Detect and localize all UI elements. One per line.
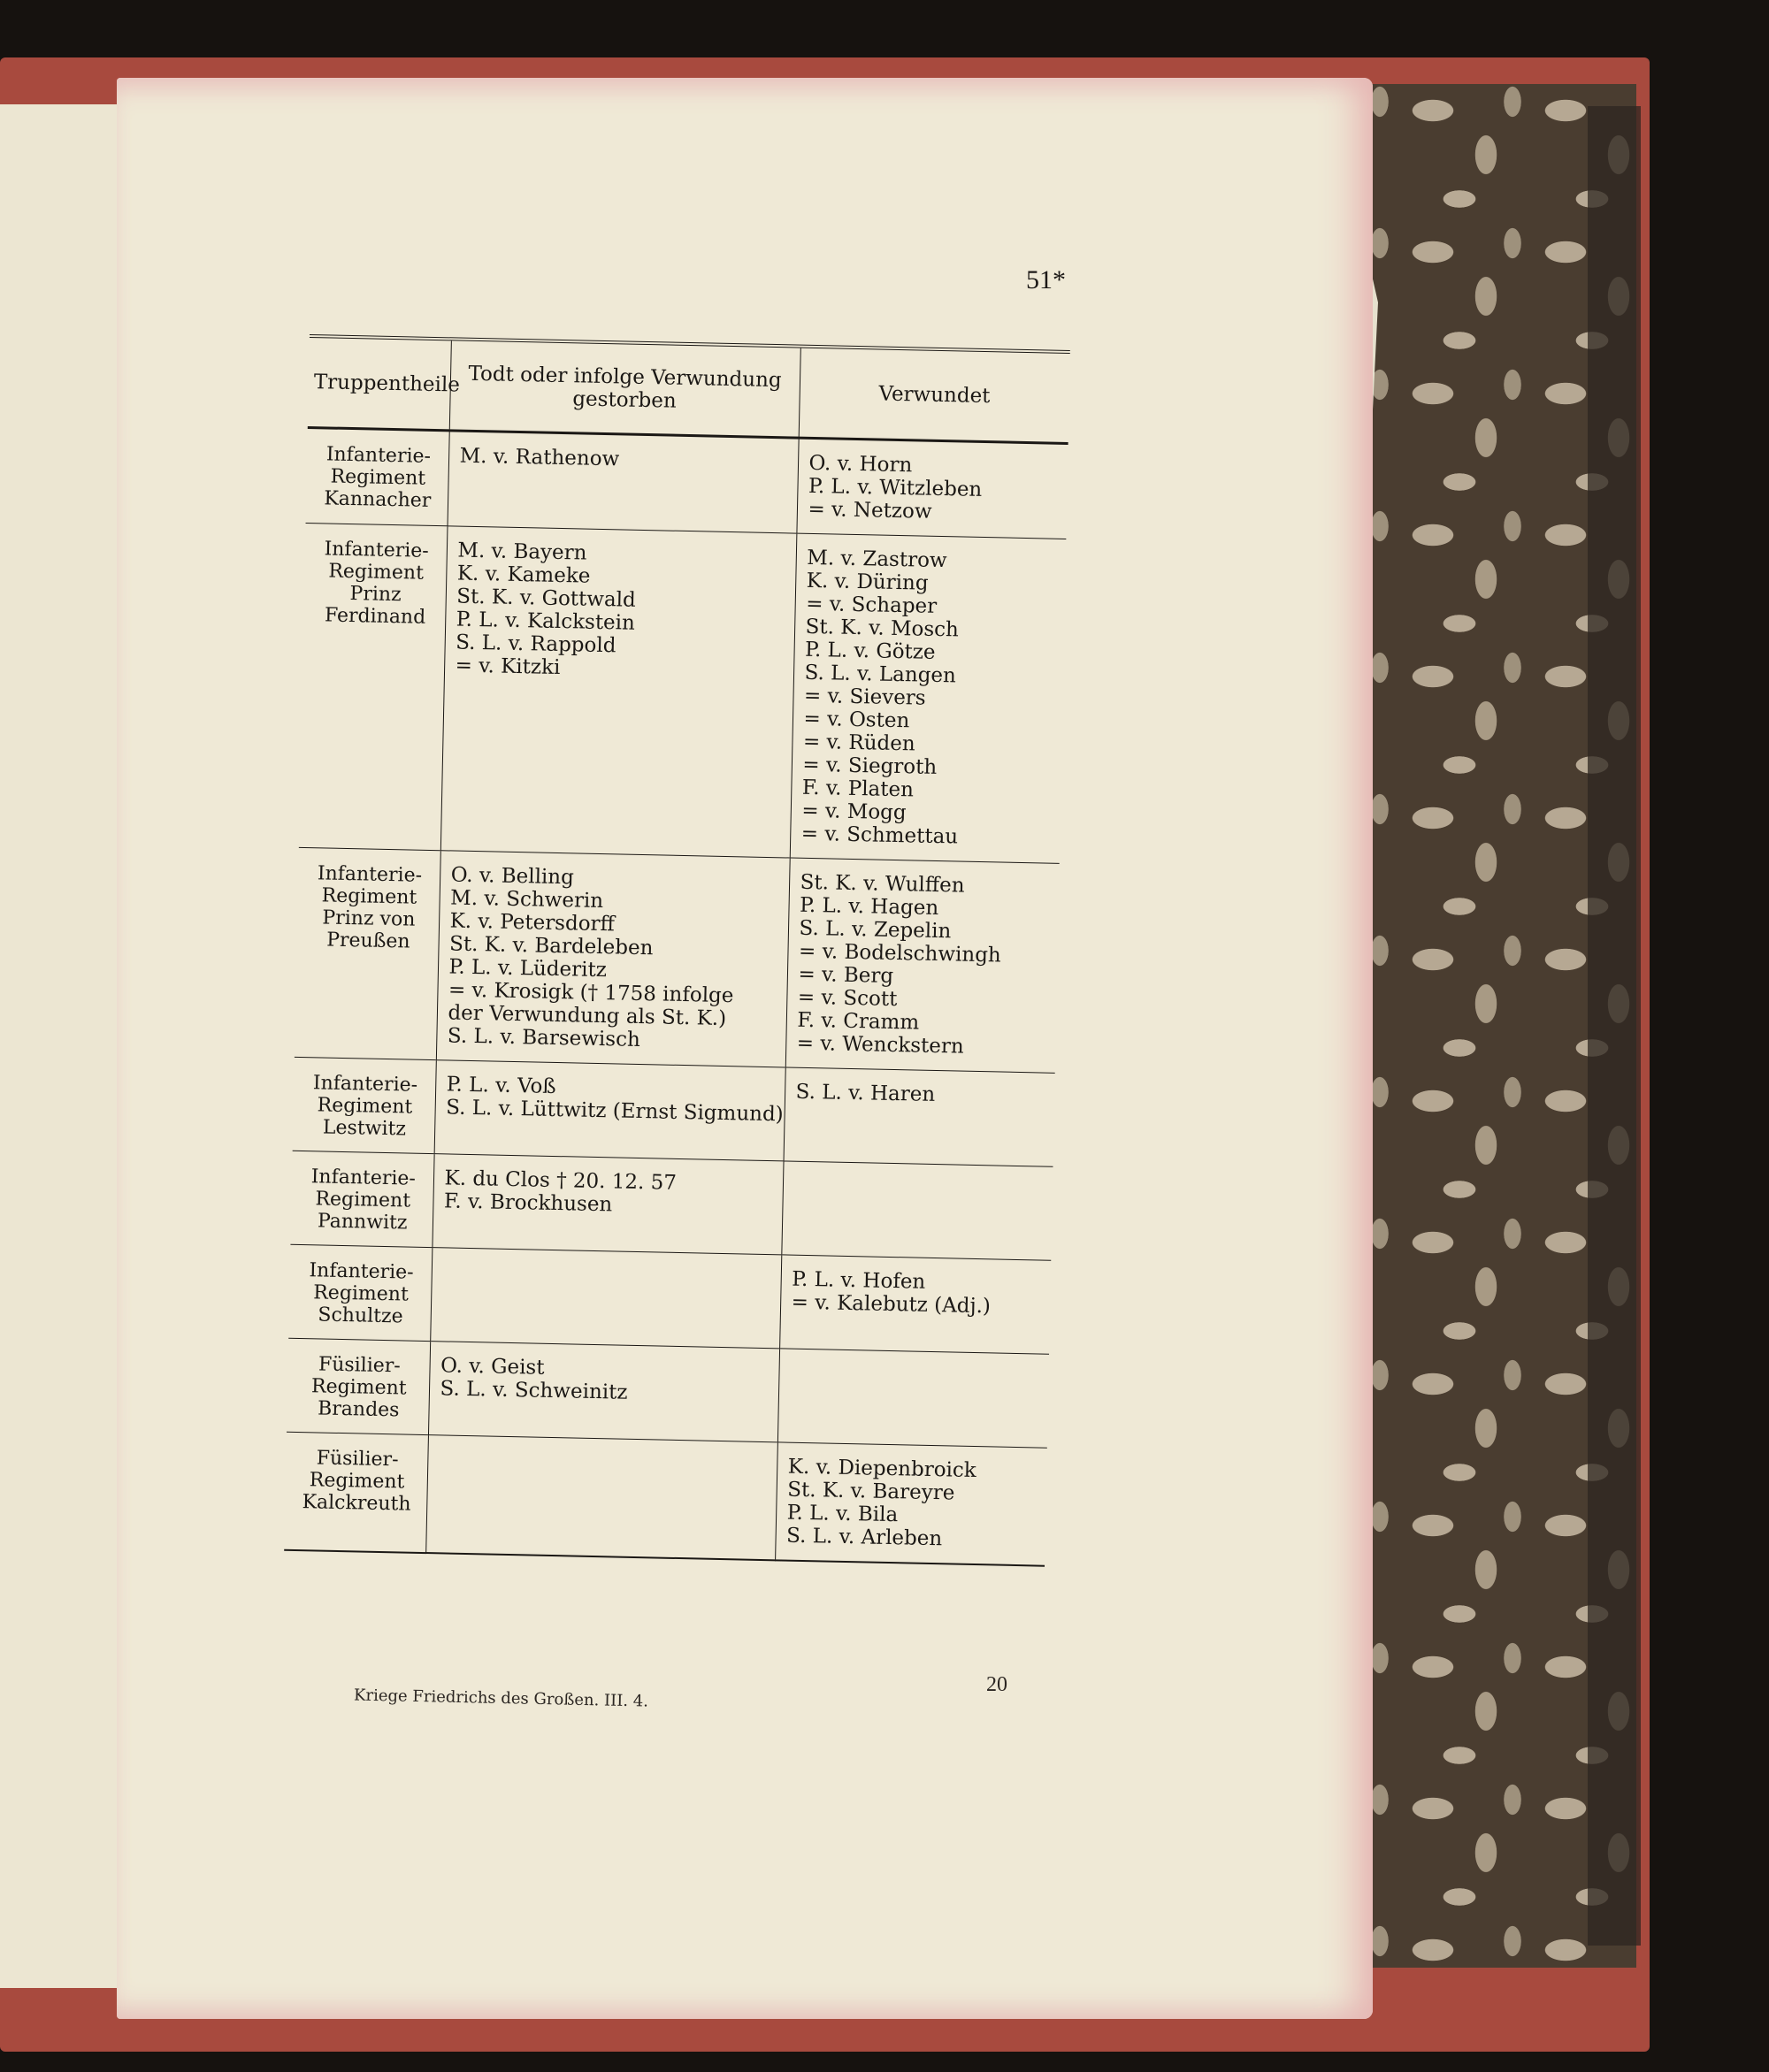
officer-entry: = v. Berg (798, 962, 894, 988)
officer-entry: S. L. v. Rappold (455, 631, 616, 658)
unit-name-line: Prinz von (322, 906, 416, 931)
dead-cell (430, 1248, 781, 1349)
officer-entry: = v. Siegroth (802, 753, 938, 779)
officer-entry: = v. Krosigk († 1758 infolge (448, 978, 734, 1008)
officer-entry: P. L. v. Lüderitz (448, 955, 608, 982)
table-row (288, 1244, 1051, 1354)
unit-name-line: Regiment (310, 1375, 407, 1400)
header-wounded: Verwundet (799, 348, 1070, 444)
unit-name-line: Infanterie- (310, 1166, 417, 1190)
officer-entry: P. L. v. Götze (804, 638, 936, 664)
unit-name-line: Infanterie- (312, 1072, 418, 1097)
dead-cell (447, 431, 798, 533)
unit-name-line: Regiment (315, 1188, 411, 1212)
table-row (290, 1151, 1053, 1260)
officer-entry: = v. Schmettau (800, 822, 959, 849)
unit-cell (284, 1432, 428, 1553)
officer-entry: K. v. Kameke (456, 562, 591, 588)
officer-entry: St. K. v. Mosch (805, 615, 960, 642)
dead-cell (436, 851, 790, 1067)
officer-entry: F. v. Brockhusen (443, 1189, 613, 1217)
officer-entry: = v. Sievers (803, 684, 926, 710)
casualty-table (284, 334, 1070, 1567)
officer-entry: = v. Wenckstern (796, 1031, 965, 1059)
officer-entry: St. K. v. Bareyre (786, 1478, 955, 1505)
officer-entry: O. v. Horn (808, 451, 913, 478)
unit-name-line: Regiment (330, 465, 426, 490)
unit-cell (299, 523, 448, 850)
officer-entry: M. v. Schwerin (449, 886, 604, 914)
officer-entry: P. L. v. Bila (786, 1501, 899, 1527)
officer-entry: P. L. v. Witzleben (808, 474, 983, 501)
unit-name-line: Regiment (321, 884, 417, 909)
officer-entry: = v. Mogg (801, 799, 907, 825)
officer-entry: St. K. v. Bardeleben (448, 932, 654, 960)
unit-name-line: Brandes (317, 1397, 400, 1422)
officer-entry: S. L. v. Haren (795, 1080, 936, 1106)
officer-entry: S. L. v. Barsewisch (447, 1024, 641, 1051)
unit-name-line: Regiment (309, 1469, 405, 1494)
officer-entry: St. K. v. Wulffen (800, 870, 965, 898)
unit-name-line: Pannwitz (317, 1210, 408, 1235)
officer-entry: = v. Bodelschwingh (798, 939, 1002, 967)
officer-entry: P. L. v. Voß (446, 1073, 556, 1099)
casualty-table-grid (284, 338, 1070, 1567)
officer-entry: S. L. v. Schweinitz (440, 1377, 628, 1404)
unit-name-line: Lestwitz (322, 1116, 407, 1141)
officer-entry: = v. Scott (797, 985, 898, 1012)
unit-name-line: Prinz (349, 583, 402, 607)
dead-cell (432, 1154, 783, 1255)
unit-name-line: Regiment (312, 1281, 410, 1306)
officer-entry: K. du Clos † 20. 12. 57 (444, 1166, 678, 1195)
page-number: 51* (1026, 265, 1066, 294)
officer-entry: S. L. v. Langen (804, 661, 957, 688)
unit-name-line: Infanterie- (325, 443, 432, 468)
table-row (306, 427, 1068, 539)
table-header-row (308, 338, 1070, 443)
officer-entry: = v. Kalebutz (Adj.) (791, 1290, 992, 1319)
unit-name-line: Regiment (328, 560, 425, 585)
officer-entry: S. L. v. Lüttwitz (Ernst Sigmund) (445, 1096, 784, 1127)
officer-entry: = v. Netzow (808, 497, 932, 524)
officer-entry: S. L. v. Arleben (785, 1524, 943, 1551)
wounded-cell (781, 1161, 1053, 1260)
unit-name-line: Infanterie- (324, 538, 429, 562)
officer-entry: F. v. Platen (801, 776, 915, 802)
table-row (295, 847, 1060, 1073)
table-row (287, 1338, 1049, 1448)
officer-entry: M. v. Zastrow (807, 546, 947, 573)
unit-name-line: Füsilier- (316, 1447, 399, 1472)
wounded-cell (785, 858, 1060, 1073)
unit-name-line: Füsilier- (318, 1353, 402, 1378)
wounded-cell (779, 1255, 1051, 1354)
unit-cell (306, 427, 449, 525)
wounded-cell (796, 438, 1068, 539)
header-dead: Todt oder infolge Verwundung gestorben (449, 340, 800, 438)
wounded-cell (775, 1442, 1047, 1566)
officer-entry: F. v. Cramm (797, 1008, 920, 1035)
unit-name-line: Kalckreuth (302, 1491, 411, 1516)
unit-cell (295, 847, 440, 1059)
unit-name-line: Schultze (318, 1304, 403, 1328)
unit-name-line: Infanterie- (309, 1259, 414, 1284)
unit-name-line: Preußen (325, 929, 410, 953)
officer-entry: K. v. Düring (806, 569, 929, 595)
officer-entry: M. v. Rathenow (459, 444, 620, 471)
officer-entry: K. v. Petersdorff (449, 909, 616, 937)
unit-name-line: Infanterie- (317, 862, 423, 887)
officer-entry: = v. Osten (803, 707, 910, 733)
unit-name-line: Regiment (317, 1094, 413, 1119)
header-units: Truppentheile (313, 371, 461, 397)
officer-entry: P. L. v. Kalckstein (456, 608, 636, 635)
table-row (293, 1057, 1055, 1166)
endpaper-edge (1588, 106, 1641, 1946)
unit-name-line: Kannacher (324, 487, 432, 512)
officer-entry: St. K. v. Gottwald (456, 585, 637, 612)
officer-entry: S. L. v. Zepelin (799, 916, 952, 944)
officer-entry: der Verwundung als St. K.) (448, 1001, 727, 1031)
wounded-cell (790, 533, 1067, 863)
officer-entry: = v. Rüden (802, 730, 915, 756)
table-row (299, 523, 1066, 863)
unit-cell (287, 1338, 430, 1434)
officer-entry: = v. Schaper (805, 592, 938, 618)
table-row (284, 1432, 1047, 1565)
sheet-signature: 20 (986, 1673, 1007, 1696)
officer-entry: = v. Kitzki (455, 654, 561, 680)
officer-entry: M. v. Bayern (457, 539, 587, 565)
wounded-cell (784, 1067, 1055, 1166)
unit-cell (293, 1057, 436, 1153)
officer-entry: O. v. Belling (450, 863, 575, 890)
dead-cell (440, 526, 797, 858)
unit-name-line: Ferdinand (324, 604, 426, 629)
wounded-cell (777, 1349, 1049, 1448)
officer-entry: K. v. Diepenbroick (787, 1455, 977, 1483)
officer-entry: P. L. v. Hofen (791, 1267, 926, 1294)
dead-cell (434, 1060, 785, 1161)
unit-cell (288, 1244, 432, 1341)
unit-cell (290, 1151, 433, 1247)
dead-cell (425, 1435, 777, 1561)
officer-entry: P. L. v. Hagen (799, 893, 939, 921)
dead-cell (428, 1342, 779, 1442)
page-footer: Kriege Friedrichs des Großen. III. 4. (353, 1686, 649, 1711)
officer-entry: O. v. Geist (440, 1354, 545, 1380)
